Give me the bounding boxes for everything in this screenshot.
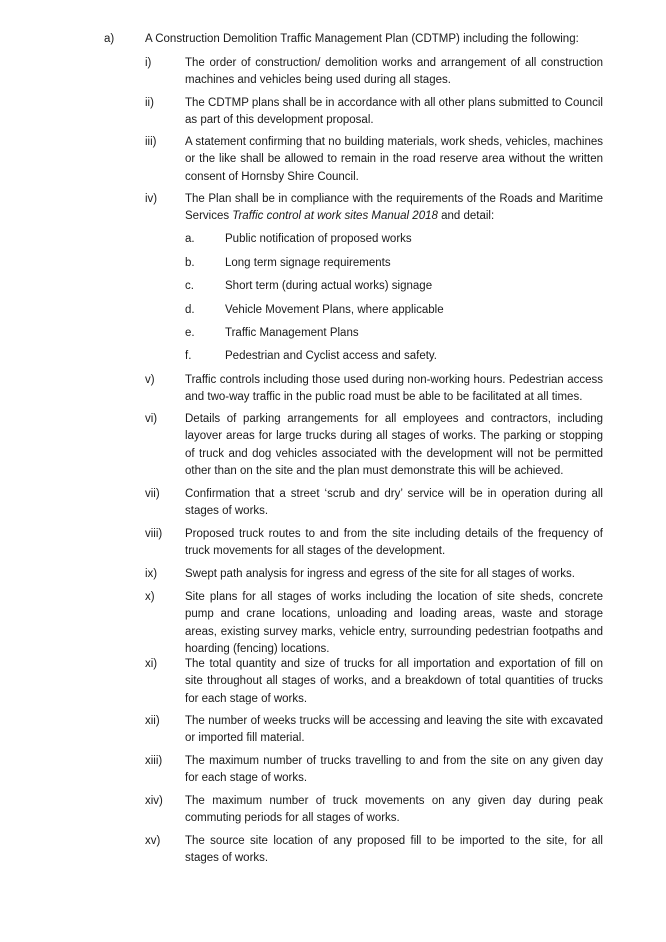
item-text bbox=[185, 191, 603, 226]
manual-title: Traffic control at work sites Manual 2018 bbox=[232, 210, 438, 223]
item-text-after: and detail: bbox=[437, 210, 495, 223]
item-text: Traffic controls including those used during non-working hours. Pedestrian access and two-way traffic in the public road must be able to be facilitated at all times. bbox=[185, 374, 603, 404]
item-label: ix) bbox=[145, 568, 158, 580]
item-text: The maximum number of truck movements on any given day during peak commuting periods for all stages of works. bbox=[185, 795, 603, 825]
item-text: A Construction Demolition Traffic Management Plan (CDTMP) including the following: bbox=[145, 33, 579, 45]
sub-item-text: Long term signage requirements bbox=[225, 257, 391, 269]
item-label: iv) bbox=[145, 193, 158, 205]
item-text: The CDTMP plans shall be in accordance with all other plans submitted to Council as part of this development proposal. bbox=[185, 97, 603, 127]
item-text: The total quantity and size of trucks for all importation and exportation of fill on site throughout all stages of works, and a breakdown of total quantities of trucks for each stage of works. bbox=[185, 658, 603, 705]
sub-item-label: d. bbox=[185, 304, 195, 316]
item-label: xii) bbox=[145, 715, 160, 727]
item-text: The maximum number of trucks travelling to and from the site on any given day for each stage of works. bbox=[185, 755, 603, 785]
item-label: v) bbox=[145, 374, 155, 386]
item-text: The order of construction/ demolition works and arrangement of all construction machines and vehicles being used during all stages. bbox=[185, 57, 603, 87]
item-label: vi) bbox=[145, 413, 158, 425]
item-label: x) bbox=[145, 591, 155, 603]
item-label: i) bbox=[145, 57, 152, 69]
item-text: Proposed truck routes to and from the site including details of the frequency of truck movements for all stages of the development. bbox=[185, 528, 603, 558]
item-label: xv) bbox=[145, 835, 161, 847]
sub-item-label: a. bbox=[185, 233, 195, 245]
item-label: vii) bbox=[145, 488, 160, 500]
item-label: iii) bbox=[145, 136, 157, 148]
sub-item-label: e. bbox=[185, 327, 195, 339]
item-label: viii) bbox=[145, 528, 163, 540]
item-text: The source site location of any proposed fill to be imported to the site, for all stages of works. bbox=[185, 835, 603, 865]
sub-item-text: Short term (during actual works) signage bbox=[225, 280, 433, 292]
item-label: ii) bbox=[145, 97, 154, 109]
item-label: xi) bbox=[145, 658, 158, 670]
item-text: A statement confirming that no building materials, work sheds, vehicles, machines or the like shall be allowed to remain in the road reserve area without the written consent of Hornsby Shire Council. bbox=[185, 136, 603, 183]
sub-item-label: c. bbox=[185, 280, 194, 292]
item-text: The number of weeks trucks will be accessing and leaving the site with excavated or imported fill material. bbox=[185, 715, 603, 745]
item-text: Confirmation that a street ‘scrub and dry’ service will be in operation during all stages of works. bbox=[185, 488, 603, 518]
item-text: Swept path analysis for ingress and egress of the site for all stages of works. bbox=[185, 568, 575, 580]
item-text: Site plans for all stages of works including the location of site sheds, concrete pump and crane locations, unloading and loading areas, waste and storage areas, existing survey marks, vehicle entry, surrounding pedestrian footpaths and hoarding (fencing) locations. bbox=[185, 591, 603, 655]
sub-item-text: Traffic Management Plans bbox=[225, 327, 359, 339]
item-text-before: The Plan shall be in compliance with the requirements of the Roads and Maritime Services bbox=[185, 193, 603, 223]
sub-item-label: b. bbox=[185, 257, 195, 269]
sub-item-label: f. bbox=[185, 350, 192, 362]
sub-item-text: Vehicle Movement Plans, where applicable bbox=[225, 304, 444, 316]
sub-item-text: Public notification of proposed works bbox=[225, 233, 412, 245]
item-label: xiv) bbox=[145, 795, 163, 807]
item-label: a) bbox=[104, 33, 115, 45]
sub-item-text: Pedestrian and Cyclist access and safety. bbox=[225, 350, 438, 362]
item-label: xiii) bbox=[145, 755, 163, 767]
item-text: Details of parking arrangements for all employees and contractors, including layover areas for large trucks during all stages of works. The parking or stopping of truck and dog vehicles associated with the development will not be permitted other than on the site and the plan must demonstrate this will be achieved. bbox=[185, 413, 603, 477]
